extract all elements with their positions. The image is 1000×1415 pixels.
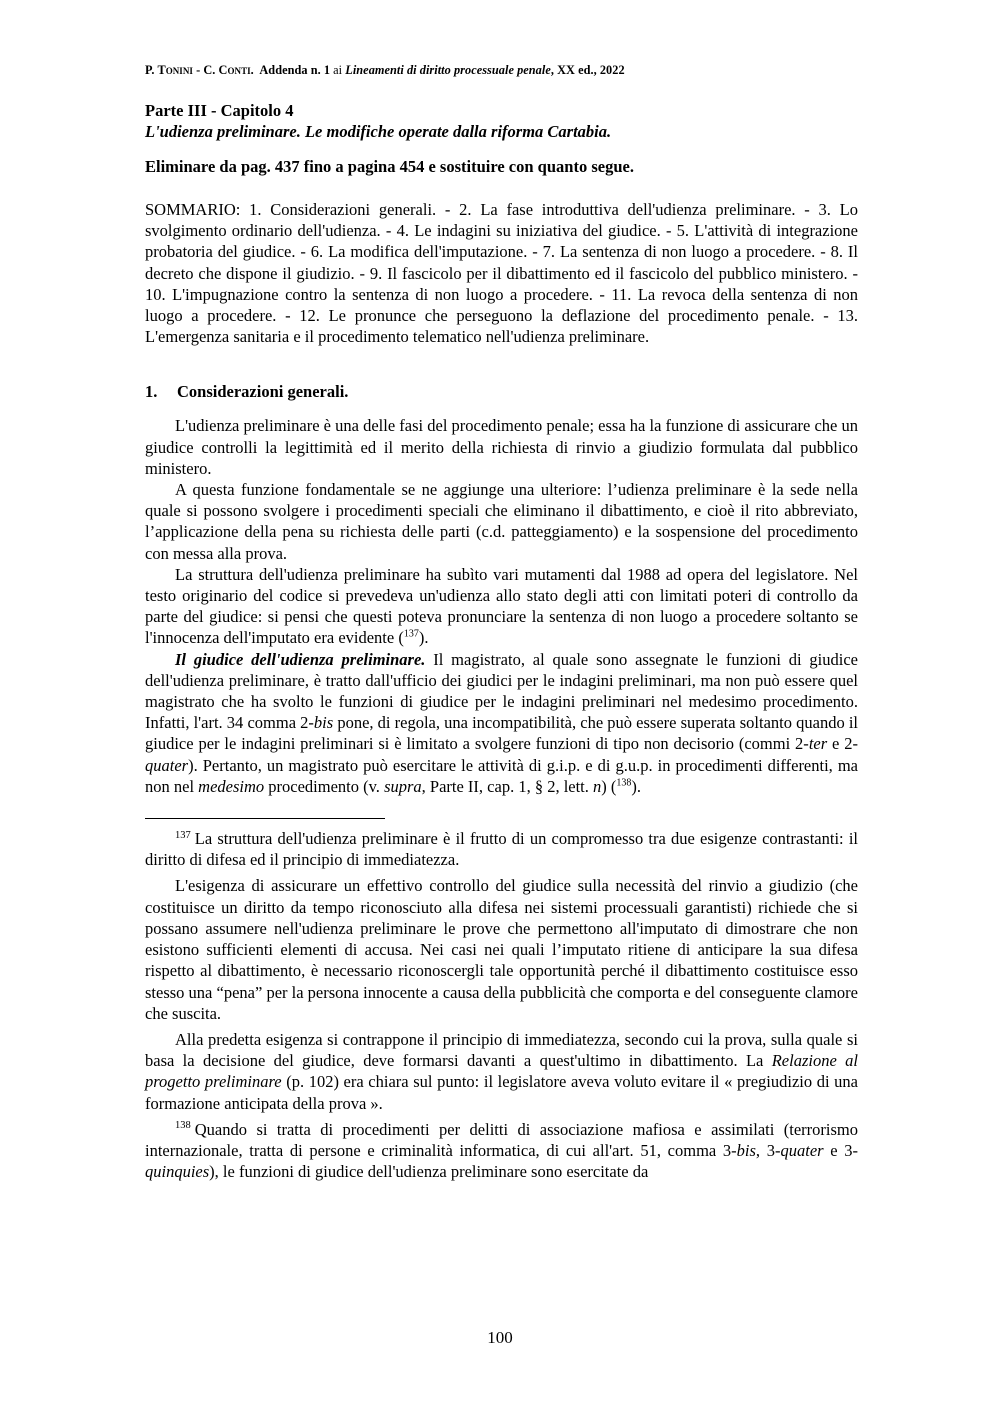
header-edition: , XX ed., 2022 <box>550 63 625 77</box>
header-addenda: Addenda n. 1 <box>259 63 331 77</box>
p4-italic-bis: bis <box>313 713 334 733</box>
p4-italic-medesimo: medesimo <box>198 776 265 796</box>
footnote-137-paragraph-2: L'esigenza di assicurare un effettivo controllo del giudice sulla necessità del rinvio a giudizio (che costituisce un diritto da tempo riconosciuto alla difesa nei sistemi processuali garantisti) richiede che si possano assumere nell'udienza preliminare le prove che permettono all'imputato di dimostrare che non esistono sufficienti elementi di accusa. Nei casi nei quali l’imputato ritiene di anticipare la sua difesa rispetto al dibattimento, è necessario riconoscergli tale opportunità perché il dibattimento costituisce esso stesso una “pena” per la persona innocente a causa della pubblicità che comporta e del conseguente clamore che suscita. <box>145 876 858 1023</box>
p4-text-end: ). <box>631 776 642 796</box>
chapter-title: L'udienza preliminare. Le modifiche operate dalla riforma Cartabia. <box>145 122 612 141</box>
section-title: Considerazioni generali. <box>177 382 349 402</box>
fn138-text-a: Quando si tratta di procedimenti per delitti di associazione mafiosa e assimilati (terrorismo internazionale, tratta di persone e criminalità informatica, di cui all'art. 51, comma 3- <box>145 1119 858 1160</box>
body-paragraph-2: A questa funzione fondamentale se ne aggiunge una ulteriore: l’udienza preliminare è la sede nella quale si possono svolgere i procedimenti speciali che eliminano il dibattimento, e cioè il rito abbreviato, l’applicazione della pena su richiesta delle parti (c.d. patteggiamento) e la sospensione del procedimento con messa alla prova. <box>145 480 858 563</box>
body-paragraph-3-end: ). <box>418 628 429 648</box>
body-paragraph-1: L'udienza preliminare è una delle fasi del procedimento penale; essa ha la funzione di assicurare che un giudice controlli la legittimità ed il merito della richiesta di rinvio a giudizio formulata dal pubblico ministero. <box>145 416 858 478</box>
fn138-italic-quater: quater <box>780 1140 824 1160</box>
header-connector: ai <box>333 63 343 77</box>
running-header <box>145 62 858 78</box>
p4-text-f: , Parte II, cap. 1, § 2, lett. <box>421 776 594 796</box>
fn137-p3-italic: Relazione al progetto preliminare <box>145 1051 858 1092</box>
footnote-137-text: La struttura dell'udienza preliminare è il frutto di un compromesso tra due esigenze contrastanti: il diritto di difesa ed il principio di immediatezza. <box>145 829 858 870</box>
fn138-italic-bis: bis <box>736 1140 756 1160</box>
p4-text-d: ). Pertanto, un magistrato può esercitare le attività di g.i.p. e di g.u.p. in procedimenti differenti, ma non nel <box>145 755 858 796</box>
section-body <box>145 415 858 797</box>
footnote-separator <box>145 818 385 819</box>
fn138-text-b: , 3- <box>755 1140 781 1160</box>
footnote-138 <box>145 1119 858 1183</box>
p4-italic-ter: ter <box>808 734 828 754</box>
fn137-p3-text-b: (p. 102) era chiara sul punto: il legislatore aveva voluto evitare il « pregiudizio di una formazione anticipata della prova ». <box>145 1072 859 1113</box>
p4-text-c: e 2- <box>827 734 859 754</box>
p4-text-b: pone, di regola, una incompatibilità, che può essere superata soltanto quando il giudice per le indagini preliminari si è limitato a svolgere funzioni di tipo non decisorio (commi 2- <box>145 713 858 754</box>
p4-text-a: Il magistrato, al quale sono assegnate le funzioni di giudice dell'udienza preliminare, è tratto dall'ufficio dei giudici per le indagini preliminari, ma non può essere quel magistrato che ha svolto le funzioni di giudice per le indagini preliminari nel medesimo procedimento. Infatti, l'art. 34 comma 2- <box>145 649 858 733</box>
footnote-ref-138[interactable]: 138 <box>616 777 632 789</box>
footnote-137-number: 137 <box>175 829 191 841</box>
document-page <box>145 62 858 1187</box>
footnote-138-number: 138 <box>175 1120 191 1132</box>
fn138-text-d: ), le funzioni di giudice dell'udienza preliminare sono esercitate da <box>209 1162 649 1182</box>
body-paragraph-3-text: La struttura dell'udienza preliminare ha subìto vari mutamenti dal 1988 ad opera del legislatore. Nel testo originario del codice si prevedeva un'udienza allo stato degli atti con limitati poteri di controllo da parte del giudice: si pensi che questi poteva pronunciare la sentenza di non luogo a procedere soltanto se l'innocenza dell'imputato era evidente ( <box>145 564 858 648</box>
body-paragraph-4 <box>145 649 858 797</box>
header-authors: P. Tonini - C. Conti. <box>145 63 254 77</box>
footnotes <box>145 828 858 1182</box>
part-title: Parte III - Capitolo 4 <box>145 101 294 120</box>
fn138-text-c: e 3- <box>823 1140 859 1160</box>
fn138-italic-quinquies: quinquies <box>145 1162 210 1182</box>
p4-italic-supra: supra <box>384 776 422 796</box>
p4-text-e: procedimento (v. <box>264 776 385 796</box>
footnote-ref-137[interactable]: 137 <box>403 628 419 640</box>
paragraph-lead-heading: Il giudice dell'udienza preliminare. <box>175 649 426 669</box>
p4-text-g: ) ( <box>601 776 617 796</box>
header-book-title: Lineamenti di diritto processuale penale <box>345 63 551 77</box>
replacement-instruction: Eliminare da pag. 437 fino a pagina 454 e sostituire con quanto segue. <box>145 157 634 176</box>
body-paragraph-3 <box>145 564 858 649</box>
fn137-p3-text-a: Alla predetta esigenza si contrappone il principio di immediatezza, secondo cui la prova, sulla quale si basa la decisione del giudice, deve formarsi davanti a quest'ultimo in dibattimento. La <box>145 1029 858 1071</box>
footnote-137-paragraph-3 <box>145 1029 858 1114</box>
summary-paragraph: SOMMARIO: 1. Considerazioni generali. - 2. La fase introduttiva dell'udienza preliminare. - 3. Lo svolgimento ordinario dell'udienza. - 4. Le indagini su iniziativa del giudice. - 5. L'attività di integrazione probatoria del giudice. - 6. La modifica dell'imputazione. - 7. La sentenza di non luogo a procedere. - 8. Il decreto che dispone il giudizio. - 9. Il fascicolo per il dibattimento ed il fascicolo del pubblico ministero. - 10. L'impugnazione contro la sentenza di non luogo a procedere. - 11. La revoca della sentenza di non luogo a procedere. - 12. Le pronunce che perseguono la deflazione del procedimento penale. - 13. L'emergenza sanitaria e il procedimento telematico nell'udienza preliminare. <box>145 200 858 347</box>
p4-italic-quater: quater <box>145 755 189 775</box>
p4-italic-n: n <box>593 776 602 796</box>
footnote-137 <box>145 828 858 870</box>
page-number: 100 <box>487 1328 513 1347</box>
section-number: 1. <box>145 382 158 402</box>
section-heading <box>145 381 858 402</box>
